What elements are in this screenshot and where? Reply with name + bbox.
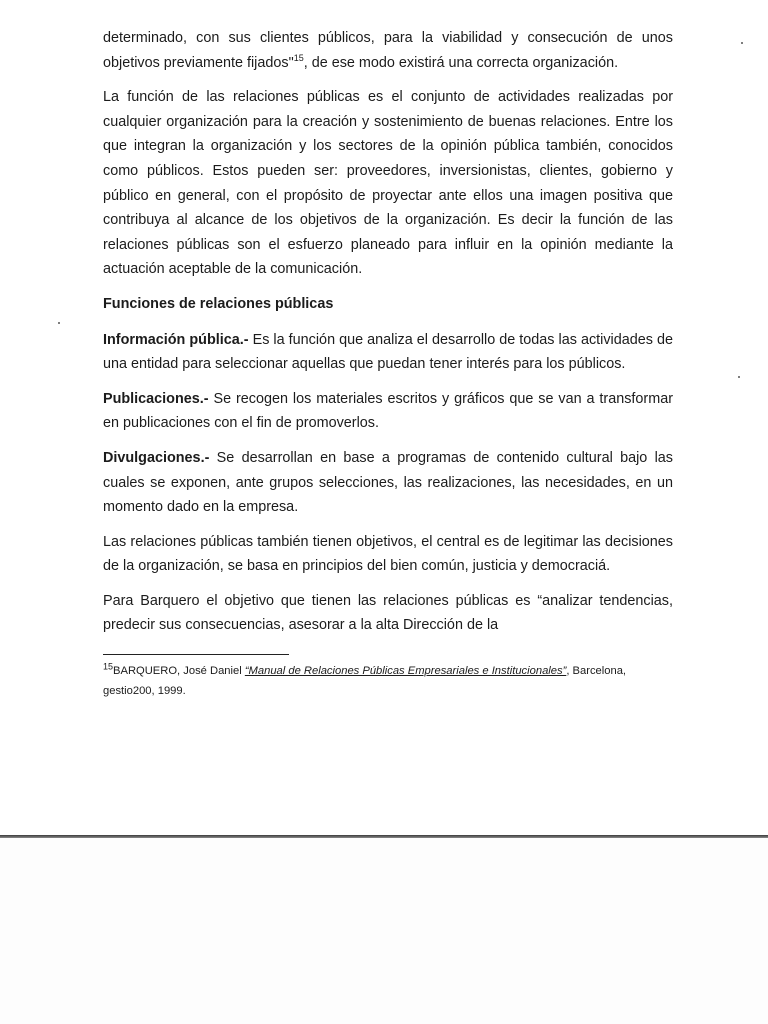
scan-speck: [741, 42, 743, 44]
scan-speck: [738, 376, 740, 378]
footnote-number: 15: [103, 661, 114, 672]
definition-divulgaciones: Se desarrollan en base a programas de contenido cultural bajo las cuales se exponen, ante grupos selecciones, las realizaciones, las necesidades, en un momento dado en la empresa.: [103, 449, 673, 516]
scan-speck: [58, 322, 60, 324]
paragraph-publicaciones: [103, 387, 673, 436]
scan-background: [0, 838, 768, 1024]
footnote-divider: [103, 654, 289, 655]
definition-informacion-publica: Es la función que analiza el desarrollo de todas las actividades de una entidad para seleccionar aquellas que puedan tener interés para los públicos.: [103, 331, 673, 373]
paragraph-divulgaciones: [103, 446, 673, 520]
footnote-reference: 15: [293, 52, 304, 63]
definition-publicaciones: Se recogen los materiales escritos y gráficos que se van a transformar en publicaciones con el fin de promoverlos.: [103, 390, 673, 432]
footnote: [103, 661, 673, 701]
section-heading: Funciones de relaciones públicas: [103, 295, 334, 312]
paragraph-intro-text: determinado, con sus clientes públicos, para la viabilidad y consecución de unos objetivos previamente fijados": [103, 30, 673, 71]
paragraph-barquero: Para Barquero el objetivo que tienen las relaciones públicas es “analizar tendencias, predecir sus consecuencias, asesorar a la alta Dirección de la: [103, 592, 673, 634]
footnote-author: BARQUERO, José Daniel: [113, 665, 245, 678]
term-publicaciones: Publicaciones.-: [103, 390, 209, 407]
term-divulgaciones: Divulgaciones.-: [103, 449, 210, 466]
paragraph-informacion-publica: [103, 328, 673, 377]
term-informacion-publica: Información pública.-: [103, 331, 249, 348]
paragraph-intro-rest: , de ese modo existirá una correcta organización.: [303, 54, 619, 71]
footnote-publisher: , Barcelona, gestio200, 1999.: [103, 665, 627, 698]
paragraph-function: La función de las relaciones públicas es el conjunto de actividades realizadas por cualquier organización para la creación y sostenimiento de buenas relaciones. Entre los que integran la organización y los sectores de la opinión pública también, conocidos como públicos. Estos pueden ser: proveedores, inversionistas, clientes, gobierno y público en general, con el propósito de proyectar ante ellos una imagen positiva que contribuya al alcance de los objetivos de la organización. Es decir la función de las relaciones públicas son el esfuerzo planeado para influir en la opinión mediante la actuación aceptable de la comunicación.: [103, 89, 673, 278]
footnote-book-title: “Manual de Relaciones Públicas Empresariales e Institucionales”: [244, 665, 567, 678]
paragraph-intro: [103, 26, 673, 75]
paragraph-objectives: Las relaciones públicas también tienen objetivos, el central es de legitimar las decisiones de la organización, se basa en principios del bien común, justicia y democraciá.: [103, 533, 673, 575]
